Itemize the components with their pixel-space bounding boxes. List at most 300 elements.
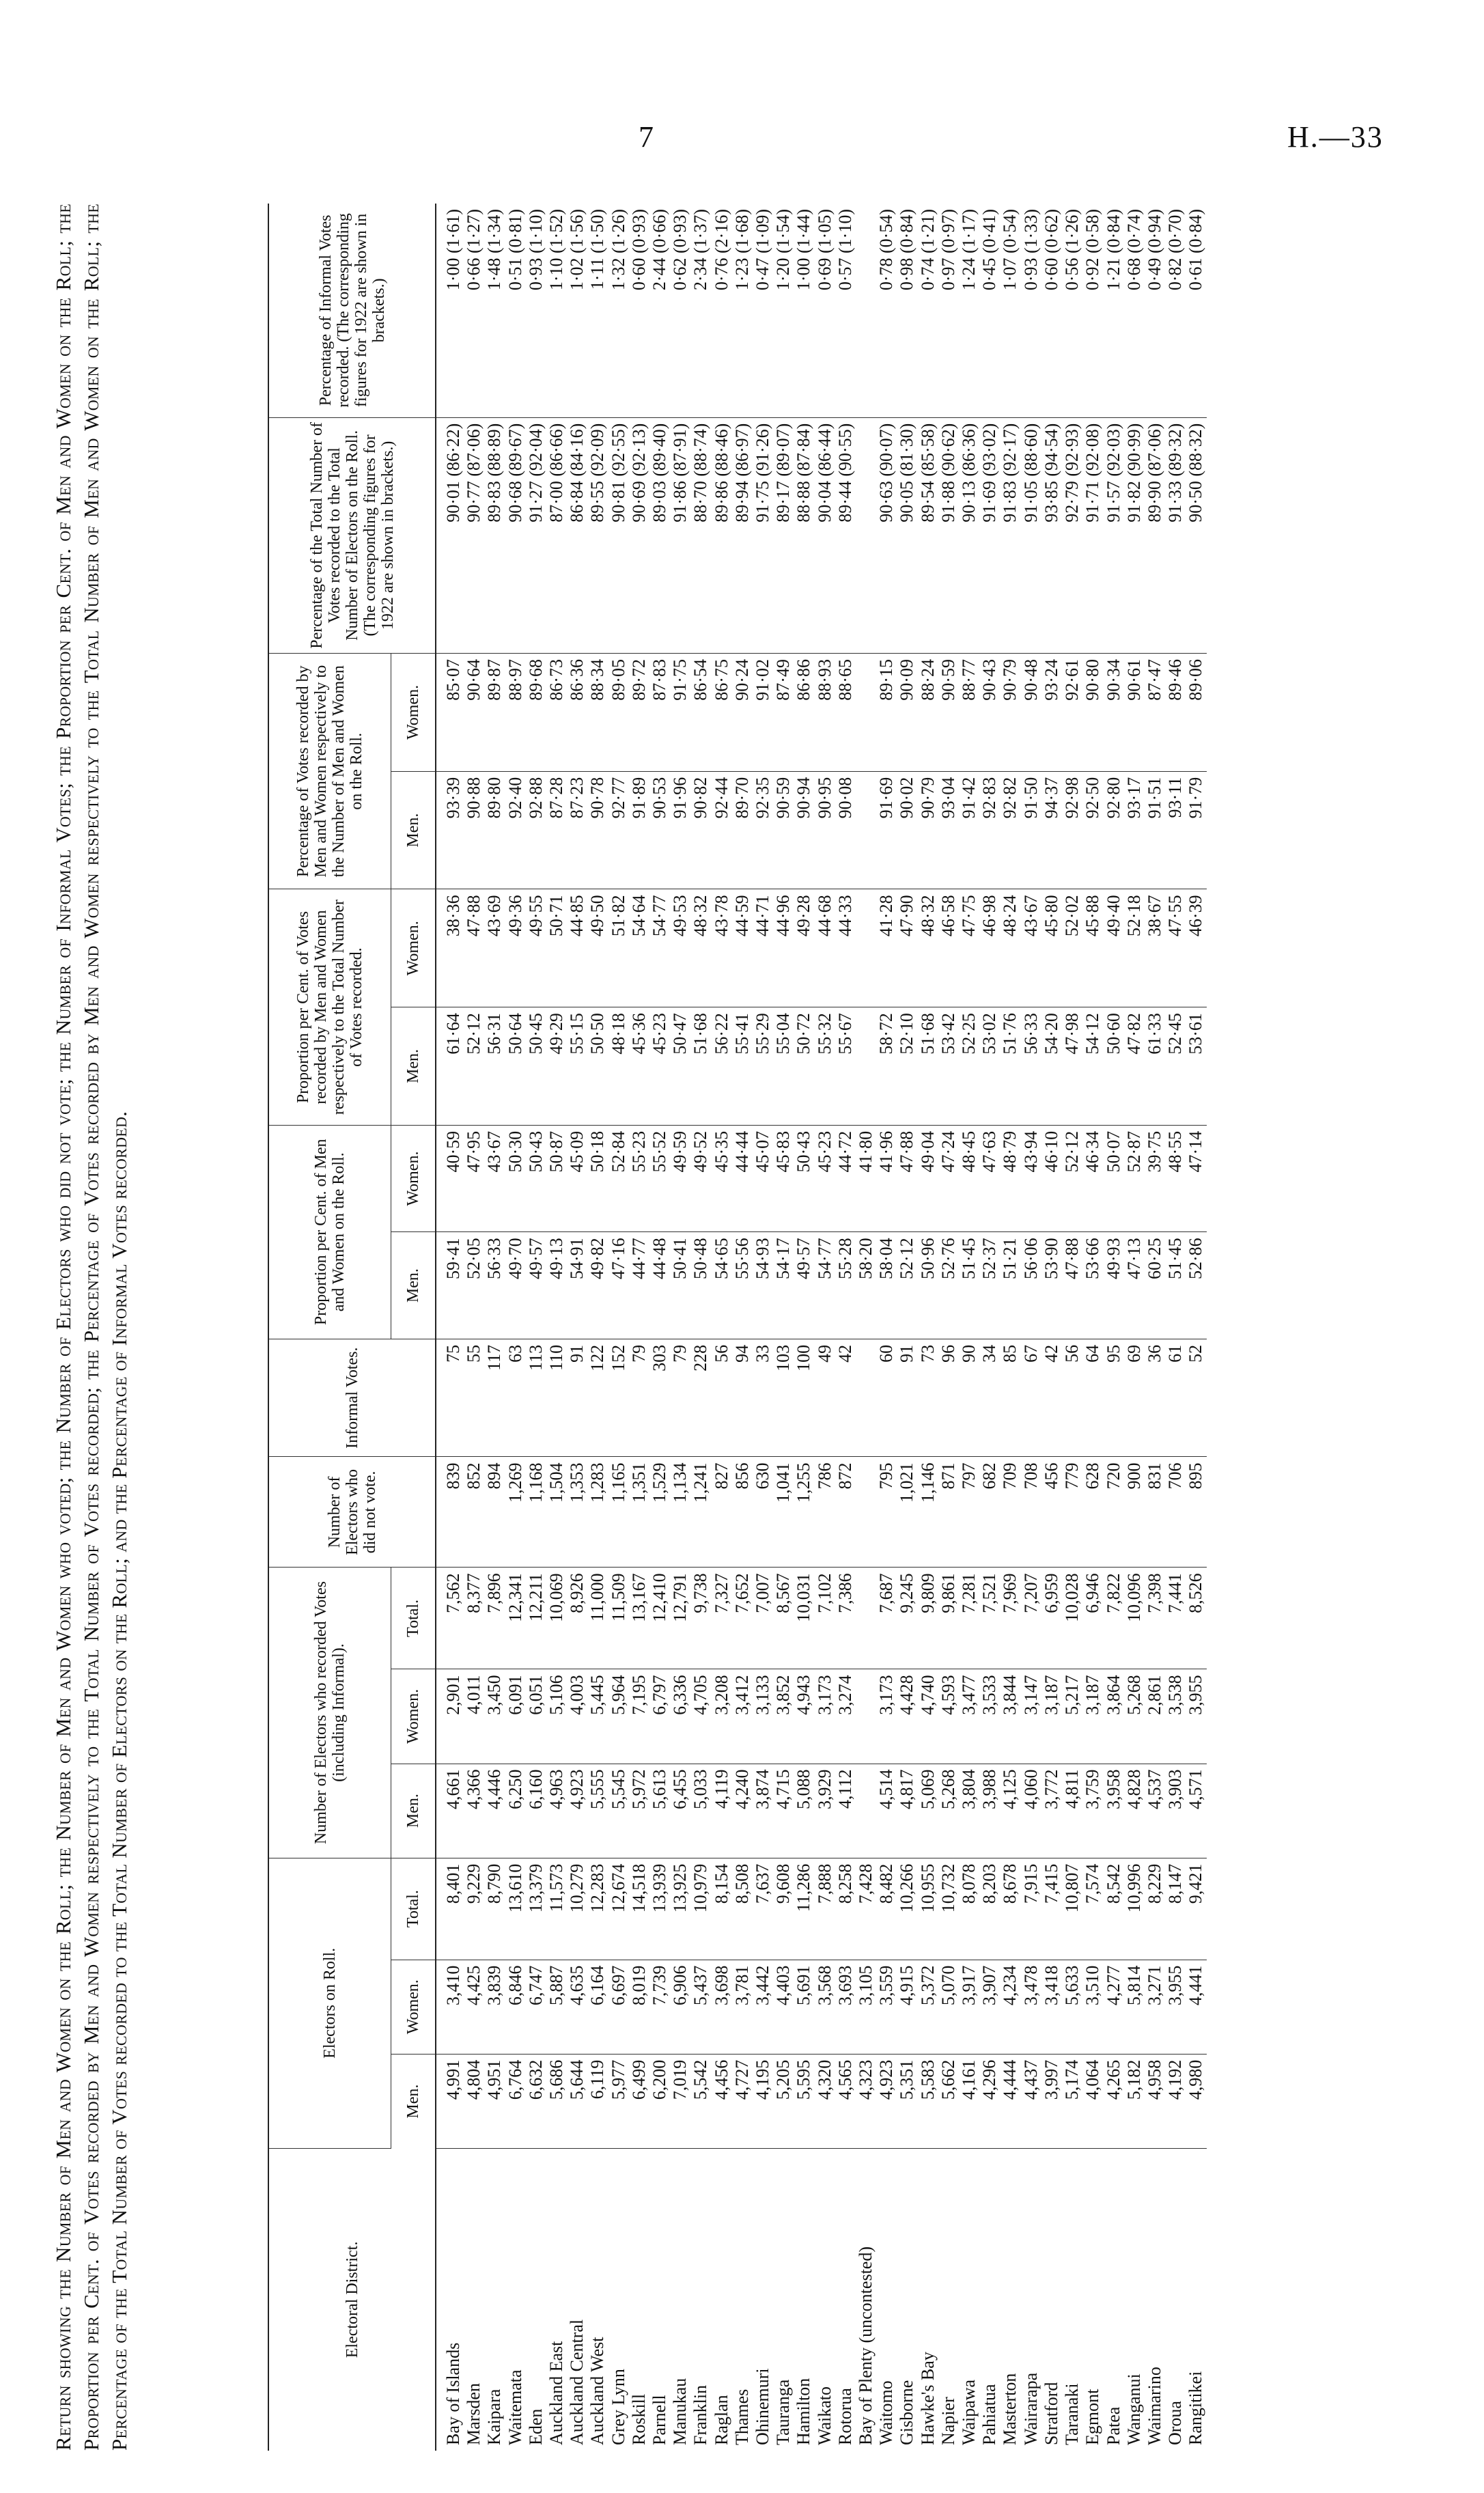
cell-did-not-vote: 1,351 bbox=[629, 1457, 649, 1568]
cell-pct-men-roll: 52·86 bbox=[1186, 1232, 1206, 1339]
cell-pct-women-roll: 45·83 bbox=[773, 1125, 794, 1232]
cell-women-roll: 4,234 bbox=[1000, 1960, 1020, 2054]
cell-pct-women-roll: 50·87 bbox=[546, 1125, 567, 1232]
cell-pct-men-roll: 52·12 bbox=[897, 1232, 917, 1339]
cell-pct-men-votes: 50·45 bbox=[526, 1007, 546, 1126]
cell-pct-men-voted: 90·94 bbox=[794, 771, 814, 889]
cell-pct-men-votes: 56·31 bbox=[484, 1007, 505, 1126]
cell-pct-women-votes: 46·98 bbox=[979, 889, 1000, 1007]
cell-total-voted: 7,007 bbox=[753, 1568, 773, 1669]
cell-pct-informal: 1·32 (1·26) bbox=[608, 204, 629, 417]
cell-did-not-vote: 709 bbox=[1000, 1457, 1020, 1568]
cell-women-voted: 3,852 bbox=[773, 1669, 794, 1764]
cell-men-roll: 4,804 bbox=[464, 2054, 484, 2148]
cell-pct-women-voted bbox=[856, 654, 876, 772]
table-row bbox=[436, 204, 464, 2451]
cell-women-voted: 3,450 bbox=[484, 1669, 505, 1764]
cell-women-roll: 3,568 bbox=[815, 1960, 835, 2054]
cell-pct-men-voted: 91·42 bbox=[959, 771, 979, 889]
cell-men-roll: 6,200 bbox=[649, 2054, 670, 2148]
cell-total-roll: 8,203 bbox=[979, 1858, 1000, 1960]
cell-district: Oroua bbox=[1165, 2401, 1186, 2445]
table-row bbox=[608, 204, 629, 2451]
cell-women-voted: 3,477 bbox=[959, 1669, 979, 1764]
cell-men-voted: 5,088 bbox=[794, 1764, 814, 1858]
cell-pct-total-voted bbox=[856, 417, 876, 653]
cell-pct-women-voted: 87·47 bbox=[1145, 654, 1165, 772]
header-district: Electoral District. bbox=[268, 2148, 436, 2451]
cell-pct-total-voted: 90·04 (86·44) bbox=[815, 417, 835, 653]
cell-total-voted: 8,567 bbox=[773, 1568, 794, 1669]
cell-pct-men-voted: 93·17 bbox=[1124, 771, 1145, 889]
cell-informal: 63 bbox=[505, 1339, 526, 1457]
cell-pct-women-roll: 49·04 bbox=[918, 1125, 938, 1232]
cell-pct-men-roll: 54·77 bbox=[815, 1232, 835, 1339]
cell-women-roll: 3,693 bbox=[835, 1960, 856, 2054]
cell-pct-men-roll: 50·41 bbox=[670, 1232, 690, 1339]
cell-men-roll: 4,192 bbox=[1165, 2054, 1186, 2148]
cell-pct-women-voted: 88·77 bbox=[959, 654, 979, 772]
cell-men-voted: 3,804 bbox=[959, 1764, 979, 1858]
cell-pct-men-votes: 52·10 bbox=[897, 1007, 917, 1126]
cell-did-not-vote: 1,134 bbox=[670, 1457, 690, 1568]
header-did-not-vote: Number of Electors who did not vote. bbox=[268, 1457, 436, 1568]
cell-pct-women-votes: 54·77 bbox=[649, 889, 670, 1007]
cell-informal: 42 bbox=[835, 1339, 856, 1457]
cell-informal: 91 bbox=[897, 1339, 917, 1457]
cell-pct-men-voted: 92·98 bbox=[1062, 771, 1082, 889]
cell-pct-men-votes: 56·22 bbox=[712, 1007, 732, 1126]
cell-total-roll: 13,379 bbox=[526, 1858, 546, 1960]
cell-total-voted bbox=[856, 1568, 876, 1669]
cell-pct-men-voted: 93·04 bbox=[938, 771, 959, 889]
cell-pct-men-votes: 50·64 bbox=[505, 1007, 526, 1126]
cell-total-voted: 7,441 bbox=[1165, 1568, 1186, 1669]
cell-pct-men-roll: 49·70 bbox=[505, 1232, 526, 1339]
cell-women-roll: 3,917 bbox=[959, 1960, 979, 2054]
cell-pct-women-roll: 47·14 bbox=[1186, 1125, 1206, 1232]
cell-total-roll: 9,421 bbox=[1186, 1858, 1206, 1960]
cell-total-voted: 12,410 bbox=[649, 1568, 670, 1669]
cell-informal: 55 bbox=[464, 1339, 484, 1457]
cell-men-voted: 3,958 bbox=[1104, 1764, 1124, 1858]
cell-pct-women-roll: 41·96 bbox=[876, 1125, 897, 1232]
cell-pct-women-voted: 85·07 bbox=[436, 654, 464, 772]
cell-pct-informal: 0·76 (2·16) bbox=[712, 204, 732, 417]
cell-pct-women-votes: 45·88 bbox=[1082, 889, 1103, 1007]
cell-did-not-vote: 795 bbox=[876, 1457, 897, 1568]
cell-pct-women-votes: 46·58 bbox=[938, 889, 959, 1007]
cell-total-roll: 7,637 bbox=[753, 1858, 773, 1960]
cell-total-voted: 7,386 bbox=[835, 1568, 856, 1669]
cell-pct-total-voted: 90·01 (86·22) bbox=[436, 417, 464, 653]
cell-pct-women-voted: 92·61 bbox=[1062, 654, 1082, 772]
cell-informal: 95 bbox=[1104, 1339, 1124, 1457]
cell-informal: 100 bbox=[794, 1339, 814, 1457]
cell-pct-women-roll: 45·23 bbox=[815, 1125, 835, 1232]
table-row bbox=[505, 204, 526, 2451]
cell-informal: 117 bbox=[484, 1339, 505, 1457]
cell-total-voted: 9,245 bbox=[897, 1568, 917, 1669]
cell-pct-women-votes: 49·36 bbox=[505, 889, 526, 1007]
cell-pct-women-votes: 43·78 bbox=[712, 889, 732, 1007]
cell-men-voted: 5,555 bbox=[587, 1764, 608, 1858]
cell-did-not-vote: 827 bbox=[712, 1457, 732, 1568]
cell-pct-women-votes: 44·85 bbox=[567, 889, 587, 1007]
cell-pct-women-voted: 90·34 bbox=[1104, 654, 1124, 772]
cell-pct-women-voted: 90·48 bbox=[1021, 654, 1041, 772]
cell-total-roll: 8,482 bbox=[876, 1858, 897, 1960]
cell-men-roll: 4,456 bbox=[712, 2054, 732, 2148]
cell-pct-total-voted: 91·69 (93·02) bbox=[979, 417, 1000, 653]
cell-pct-men-votes: 54·12 bbox=[1082, 1007, 1103, 1126]
cell-pct-men-voted: 90·82 bbox=[690, 771, 711, 889]
cell-informal: 67 bbox=[1021, 1339, 1041, 1457]
cell-pct-informal: 0·51 (0·81) bbox=[505, 204, 526, 417]
cell-women-voted: 5,445 bbox=[587, 1669, 608, 1764]
cell-pct-women-votes bbox=[856, 889, 876, 1007]
subheader-total: Total. bbox=[391, 1858, 436, 1960]
cell-pct-women-roll: 52·12 bbox=[1062, 1125, 1082, 1232]
cell-pct-informal: 2·34 (1·37) bbox=[690, 204, 711, 417]
cell-pct-women-voted: 87·83 bbox=[649, 654, 670, 772]
cell-pct-men-voted: 91·89 bbox=[629, 771, 649, 889]
cell-women-roll: 3,781 bbox=[732, 1960, 753, 2054]
cell-pct-informal: 1·11 (1·50) bbox=[587, 204, 608, 417]
cell-district: Eden bbox=[525, 2408, 546, 2445]
cell-men-roll: 4,195 bbox=[753, 2054, 773, 2148]
cell-total-voted: 7,521 bbox=[979, 1568, 1000, 1669]
cell-pct-women-roll: 50·07 bbox=[1104, 1125, 1124, 1232]
cell-women-voted: 6,091 bbox=[505, 1669, 526, 1764]
table-row bbox=[753, 204, 773, 2451]
cell-pct-informal: 0·47 (1·09) bbox=[753, 204, 773, 417]
cell-pct-women-roll: 46·34 bbox=[1082, 1125, 1103, 1232]
cell-pct-women-voted: 89·06 bbox=[1186, 654, 1206, 772]
cell-pct-women-votes: 47·88 bbox=[464, 889, 484, 1007]
cell-pct-informal: 0·97 (0·97) bbox=[938, 204, 959, 417]
cell-women-roll: 3,105 bbox=[856, 1960, 876, 2054]
cell-informal: 228 bbox=[690, 1339, 711, 1457]
cell-pct-men-voted: 92·40 bbox=[505, 771, 526, 889]
cell-pct-men-roll: 58·04 bbox=[876, 1232, 897, 1339]
cell-women-roll: 6,906 bbox=[670, 1960, 690, 2054]
cell-pct-men-roll: 55·28 bbox=[835, 1232, 856, 1339]
cell-men-roll: 4,064 bbox=[1082, 2054, 1103, 2148]
cell-pct-informal: 1·23 (1·68) bbox=[732, 204, 753, 417]
cell-women-voted: 6,336 bbox=[670, 1669, 690, 1764]
cell-pct-total-voted: 92·79 (92·93) bbox=[1062, 417, 1082, 653]
electoral-returns-table bbox=[268, 204, 1207, 2451]
cell-total-roll: 8,790 bbox=[484, 1858, 505, 1960]
cell-men-roll: 6,632 bbox=[526, 2054, 546, 2148]
cell-informal: 79 bbox=[629, 1339, 649, 1457]
cell-pct-men-roll: 52·37 bbox=[979, 1232, 1000, 1339]
cell-pct-women-votes: 44·59 bbox=[732, 889, 753, 1007]
header-proportion-roll: Proportion per Cent. of Men and Women on the Roll. bbox=[268, 1125, 391, 1339]
cell-pct-total-voted: 89·55 (92·09) bbox=[587, 417, 608, 653]
cell-pct-men-roll: 55·56 bbox=[732, 1232, 753, 1339]
cell-pct-women-roll: 39·75 bbox=[1145, 1125, 1165, 1232]
cell-men-roll: 4,437 bbox=[1021, 2054, 1041, 2148]
cell-did-not-vote: 797 bbox=[959, 1457, 979, 1568]
page-number: 7 bbox=[639, 120, 654, 154]
subheader-women: Women. bbox=[391, 1960, 436, 2054]
cell-total-roll: 10,266 bbox=[897, 1858, 917, 1960]
table-row bbox=[690, 204, 711, 2451]
cell-pct-men-roll: 49·82 bbox=[587, 1232, 608, 1339]
cell-total-voted: 10,069 bbox=[546, 1568, 567, 1669]
cell-women-roll: 3,418 bbox=[1041, 1960, 1062, 2054]
cell-men-voted: 3,988 bbox=[979, 1764, 1000, 1858]
cell-total-voted: 7,207 bbox=[1021, 1568, 1041, 1669]
cell-total-roll: 13,939 bbox=[649, 1858, 670, 1960]
cell-pct-women-voted: 89·68 bbox=[526, 654, 546, 772]
cell-pct-women-votes: 44·71 bbox=[753, 889, 773, 1007]
cell-pct-informal: 0·61 (0·84) bbox=[1186, 204, 1206, 417]
cell-pct-total-voted: 91·71 (92·08) bbox=[1082, 417, 1103, 653]
cell-women-roll: 3,410 bbox=[436, 1960, 464, 2054]
cell-pct-women-voted: 89·46 bbox=[1165, 654, 1186, 772]
cell-pct-men-voted: 90·79 bbox=[918, 771, 938, 889]
cell-pct-men-votes: 52·25 bbox=[959, 1007, 979, 1126]
cell-women-roll: 5,070 bbox=[938, 1960, 959, 2054]
cell-informal: 34 bbox=[979, 1339, 1000, 1457]
subheader-women: Women. bbox=[391, 889, 436, 1007]
cell-informal: 110 bbox=[546, 1339, 567, 1457]
cell-pct-women-roll: 48·79 bbox=[1000, 1125, 1020, 1232]
cell-pct-men-voted: 91·69 bbox=[876, 771, 897, 889]
cell-women-voted: 5,217 bbox=[1062, 1669, 1082, 1764]
cell-pct-men-voted: 90·53 bbox=[649, 771, 670, 889]
cell-informal: 90 bbox=[959, 1339, 979, 1457]
cell-pct-women-roll: 41·80 bbox=[856, 1125, 876, 1232]
cell-pct-women-voted: 90·79 bbox=[1000, 654, 1020, 772]
cell-district: Manukau bbox=[670, 2378, 690, 2445]
cell-pct-men-votes: 50·50 bbox=[587, 1007, 608, 1126]
cell-pct-men-roll: 47·88 bbox=[1062, 1232, 1082, 1339]
cell-men-voted: 5,613 bbox=[649, 1764, 670, 1858]
cell-did-not-vote: 1,255 bbox=[794, 1457, 814, 1568]
cell-women-voted: 3,412 bbox=[732, 1669, 753, 1764]
table-row bbox=[1000, 204, 1020, 2451]
cell-men-voted: 4,446 bbox=[484, 1764, 505, 1858]
cell-pct-total-voted: 91·27 (92·04) bbox=[526, 417, 546, 653]
cell-pct-women-votes: 47·75 bbox=[959, 889, 979, 1007]
cell-men-voted: 4,119 bbox=[712, 1764, 732, 1858]
cell-total-roll: 8,078 bbox=[959, 1858, 979, 1960]
cell-men-roll: 5,686 bbox=[546, 2054, 567, 2148]
cell-did-not-vote: 682 bbox=[979, 1457, 1000, 1568]
cell-women-roll: 4,425 bbox=[464, 1960, 484, 2054]
table-body bbox=[436, 204, 1207, 2451]
cell-district: Franklin bbox=[690, 2384, 711, 2445]
cell-pct-women-voted: 90·64 bbox=[464, 654, 484, 772]
cell-total-roll: 8,258 bbox=[835, 1858, 856, 1960]
cell-did-not-vote: 630 bbox=[753, 1457, 773, 1568]
cell-district: Hamilton bbox=[794, 2378, 814, 2445]
cell-women-voted: 3,187 bbox=[1041, 1669, 1062, 1764]
cell-total-voted: 7,102 bbox=[815, 1568, 835, 1669]
cell-pct-women-votes: 51·82 bbox=[608, 889, 629, 1007]
cell-did-not-vote: 894 bbox=[484, 1457, 505, 1568]
cell-men-roll: 4,923 bbox=[876, 2054, 897, 2148]
cell-women-voted: 3,208 bbox=[712, 1669, 732, 1764]
cell-pct-men-voted: 92·82 bbox=[1000, 771, 1020, 889]
cell-pct-total-voted: 90·68 (89·67) bbox=[505, 417, 526, 653]
cell-men-voted: 4,125 bbox=[1000, 1764, 1020, 1858]
cell-women-voted: 3,133 bbox=[753, 1669, 773, 1764]
cell-total-voted: 10,096 bbox=[1124, 1568, 1145, 1669]
cell-pct-men-votes: 55·04 bbox=[773, 1007, 794, 1126]
cell-men-voted: 4,112 bbox=[835, 1764, 856, 1858]
cell-pct-men-roll: 51·45 bbox=[959, 1232, 979, 1339]
cell-men-roll: 5,205 bbox=[773, 2054, 794, 2148]
cell-did-not-vote: 786 bbox=[815, 1457, 835, 1568]
cell-pct-men-voted: 92·83 bbox=[979, 771, 1000, 889]
table-row bbox=[526, 204, 546, 2451]
subheader-men: Men. bbox=[391, 1232, 436, 1339]
cell-did-not-vote: 895 bbox=[1186, 1457, 1206, 1568]
cell-total-roll: 8,542 bbox=[1104, 1858, 1124, 1960]
cell-did-not-vote: 779 bbox=[1062, 1457, 1082, 1568]
cell-pct-informal: 1·07 (0·54) bbox=[1000, 204, 1020, 417]
table-row bbox=[959, 204, 979, 2451]
cell-pct-informal: 1·00 (1·44) bbox=[794, 204, 814, 417]
cell-district: Bay of Islands bbox=[443, 2342, 463, 2445]
cell-pct-informal: 1·24 (1·17) bbox=[959, 204, 979, 417]
cell-district: Auckland East bbox=[546, 2341, 567, 2445]
table-row bbox=[1062, 204, 1082, 2451]
cell-pct-women-roll: 50·43 bbox=[526, 1125, 546, 1232]
cell-district: Bay of Plenty (uncontested) bbox=[856, 2246, 876, 2445]
cell-pct-women-voted: 89·05 bbox=[608, 654, 629, 772]
cell-pct-men-roll: 49·13 bbox=[546, 1232, 567, 1339]
cell-pct-women-roll: 44·44 bbox=[732, 1125, 753, 1232]
cell-men-voted: 6,250 bbox=[505, 1764, 526, 1858]
cell-pct-total-voted: 89·17 (89·07) bbox=[773, 417, 794, 653]
cell-men-roll: 4,958 bbox=[1145, 2054, 1165, 2148]
cell-did-not-vote: 1,021 bbox=[897, 1457, 917, 1568]
cell-did-not-vote: 900 bbox=[1124, 1457, 1145, 1568]
cell-total-voted: 7,562 bbox=[436, 1568, 464, 1669]
cell-pct-men-voted: 87·28 bbox=[546, 771, 567, 889]
cell-men-roll: 5,351 bbox=[897, 2054, 917, 2148]
cell-pct-men-votes: 55·41 bbox=[732, 1007, 753, 1126]
cell-women-voted: 4,003 bbox=[567, 1669, 587, 1764]
cell-pct-women-voted: 86·73 bbox=[546, 654, 567, 772]
cell-total-voted: 6,946 bbox=[1082, 1568, 1103, 1669]
cell-pct-women-roll: 45·35 bbox=[712, 1125, 732, 1232]
cell-district: Hawke's Bay bbox=[917, 2352, 938, 2445]
cell-total-roll: 8,229 bbox=[1145, 1858, 1165, 1960]
cell-men-voted bbox=[856, 1764, 876, 1858]
cell-informal: 75 bbox=[436, 1339, 464, 1457]
cell-pct-men-roll: 44·48 bbox=[649, 1232, 670, 1339]
rotated-table-block bbox=[42, 204, 1463, 2451]
cell-total-voted: 8,377 bbox=[464, 1568, 484, 1669]
cell-district: Auckland West bbox=[587, 2337, 608, 2445]
cell-pct-total-voted: 91·75 (91·26) bbox=[753, 417, 773, 653]
cell-pct-men-votes: 47·82 bbox=[1124, 1007, 1145, 1126]
cell-men-voted: 4,817 bbox=[897, 1764, 917, 1858]
cell-informal: 52 bbox=[1186, 1339, 1206, 1457]
cell-pct-men-roll: 51·45 bbox=[1165, 1232, 1186, 1339]
cell-total-roll: 12,283 bbox=[587, 1858, 608, 1960]
cell-pct-women-votes: 45·80 bbox=[1041, 889, 1062, 1007]
cell-did-not-vote: 1,269 bbox=[505, 1457, 526, 1568]
cell-pct-women-votes: 54·64 bbox=[629, 889, 649, 1007]
cell-men-voted: 4,828 bbox=[1124, 1764, 1145, 1858]
cell-men-voted: 5,268 bbox=[938, 1764, 959, 1858]
cell-pct-total-voted: 90·77 (87·06) bbox=[464, 417, 484, 653]
cell-total-voted: 10,028 bbox=[1062, 1568, 1082, 1669]
cell-pct-total-voted: 87·00 (86·66) bbox=[546, 417, 567, 653]
cell-pct-total-voted: 90·81 (92·55) bbox=[608, 417, 629, 653]
cell-men-roll: 5,644 bbox=[567, 2054, 587, 2148]
cell-women-voted: 3,844 bbox=[1000, 1669, 1020, 1764]
cell-pct-informal: 0·62 (0·93) bbox=[670, 204, 690, 417]
cell-pct-men-roll: 54·93 bbox=[753, 1232, 773, 1339]
cell-total-roll: 10,732 bbox=[938, 1858, 959, 1960]
cell-women-roll: 5,691 bbox=[794, 1960, 814, 2054]
cell-women-roll: 3,907 bbox=[979, 1960, 1000, 2054]
cell-district: Parnell bbox=[649, 2395, 670, 2445]
cell-pct-women-voted: 93·24 bbox=[1041, 654, 1062, 772]
cell-women-roll: 6,697 bbox=[608, 1960, 629, 2054]
cell-did-not-vote: 720 bbox=[1104, 1457, 1124, 1568]
cell-did-not-vote: 1,353 bbox=[567, 1457, 587, 1568]
cell-district: Taranaki bbox=[1062, 2383, 1082, 2445]
table-row bbox=[712, 204, 732, 2451]
cell-informal: 73 bbox=[918, 1339, 938, 1457]
cell-pct-men-roll: 44·77 bbox=[629, 1232, 649, 1339]
cell-total-roll: 7,415 bbox=[1041, 1858, 1062, 1960]
cell-total-voted: 7,327 bbox=[712, 1568, 732, 1669]
cell-total-voted: 11,509 bbox=[608, 1568, 629, 1669]
cell-pct-men-roll: 49·57 bbox=[526, 1232, 546, 1339]
cell-pct-total-voted: 86·84 (84·16) bbox=[567, 417, 587, 653]
cell-pct-women-roll: 45·07 bbox=[753, 1125, 773, 1232]
cell-district: Napier bbox=[938, 2397, 958, 2445]
cell-men-roll: 5,977 bbox=[608, 2054, 629, 2148]
cell-district: Auckland Central bbox=[567, 2319, 587, 2445]
cell-pct-men-voted: 92·35 bbox=[753, 771, 773, 889]
cell-pct-women-voted: 88·93 bbox=[815, 654, 835, 772]
cell-men-voted: 5,545 bbox=[608, 1764, 629, 1858]
cell-men-voted: 3,874 bbox=[753, 1764, 773, 1858]
cell-pct-women-voted: 86·86 bbox=[794, 654, 814, 772]
table-row bbox=[732, 204, 753, 2451]
cell-total-roll: 8,508 bbox=[732, 1858, 753, 1960]
cell-men-voted: 4,923 bbox=[567, 1764, 587, 1858]
cell-pct-informal: 0·49 (0·94) bbox=[1145, 204, 1165, 417]
cell-pct-men-votes: 61·64 bbox=[436, 1007, 464, 1126]
subheader-men: Men. bbox=[391, 1007, 436, 1126]
table-row bbox=[856, 204, 876, 2451]
table-row bbox=[979, 204, 1000, 2451]
cell-pct-informal: 0·93 (1·10) bbox=[526, 204, 546, 417]
cell-pct-women-votes: 49·53 bbox=[670, 889, 690, 1007]
cell-pct-women-roll: 49·59 bbox=[670, 1125, 690, 1232]
cell-pct-men-votes: 55·15 bbox=[567, 1007, 587, 1126]
cell-men-roll: 4,444 bbox=[1000, 2054, 1020, 2148]
cell-district: Thames bbox=[731, 2388, 752, 2445]
cell-pct-informal: 1·21 (0·84) bbox=[1104, 204, 1124, 417]
table-row bbox=[897, 204, 917, 2451]
cell-pct-men-votes: 45·36 bbox=[629, 1007, 649, 1126]
cell-men-voted: 4,811 bbox=[1062, 1764, 1082, 1858]
